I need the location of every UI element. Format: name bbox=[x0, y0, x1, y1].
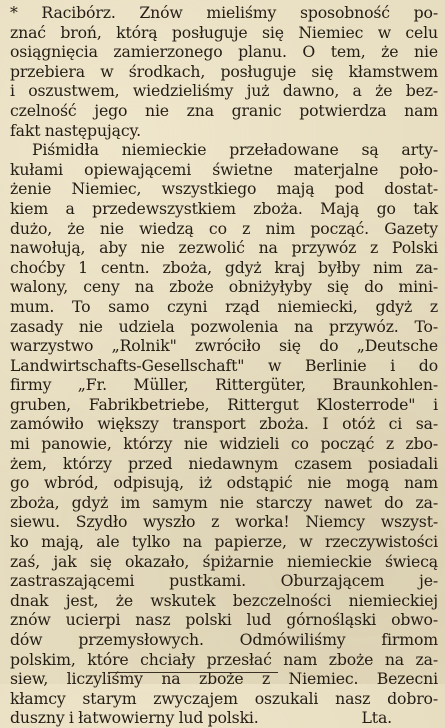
article-line: zasady nie udziela pozwolenia na przywóz. To- bbox=[10, 316, 438, 336]
article-line: go wbród, odpisują, iż odstąpić nie mogą nam bbox=[10, 473, 438, 493]
article-line: czelność jego nie zna granic potwierdza nam bbox=[10, 100, 438, 120]
article-line: Piśmidła niemieckie przeładowane są arty- bbox=[32, 140, 438, 160]
article-line: nawołują, aby nie zezwolić na przywóz z Polski bbox=[10, 238, 438, 258]
article-line: walony, ceny na zboże obniżyłyby się do mini- bbox=[10, 277, 438, 297]
article-line: siew, liczyliśmy na zboże z Niemiec. Bezecni bbox=[10, 669, 438, 689]
article-line: fakt następujący. bbox=[10, 120, 141, 140]
article-line: polskim, które chciały przesłać nam zboże na za- bbox=[10, 649, 438, 669]
article-line: znać broń, którą posługuje się Niemiec w celu bbox=[10, 22, 438, 42]
article-line: kiem a przedewszystkiem zboża. Mają go tak bbox=[10, 198, 438, 218]
article-line: przebiera w środkach, posługuje się kłamstwem bbox=[10, 61, 438, 81]
article-line: i oszustwem, wiedzieliśmy już dawno, a że bez- bbox=[10, 81, 438, 101]
article-line: dużo, że nie wiedzą co z nim począć. Gazety bbox=[10, 218, 438, 238]
article-line: żenie Niemiec, wszystkiego mają pod dostat- bbox=[10, 179, 438, 199]
article-line: ko mają, ale tylko na papierze, w rzeczywistości bbox=[10, 532, 438, 552]
article-line: firmy „Fr. Müller, Rittergüter, Braunkohlen- bbox=[10, 375, 438, 395]
article-line: siewu. Szydło wyszło z worka! Niemcy wszyst- bbox=[10, 512, 438, 532]
article-line: gruben, Fabrikbetriebe, Rittergut Klosterrode" i bbox=[10, 394, 438, 414]
news-article bbox=[10, 3, 438, 728]
author-signature: Lta. bbox=[361, 708, 392, 728]
article-line: zboża, gdyż im samym nie starczy nawet do za- bbox=[10, 492, 438, 512]
article-line: dnak jest, że wskutek bezczelności niemieckiej bbox=[10, 590, 438, 610]
article-line: choćby 1 centn. zboża, gdyż kraj byłby nim za- bbox=[10, 257, 438, 277]
article-line: mum. To samo czyni rząd niemiecki, gdyż z bbox=[10, 296, 438, 316]
separator-rule bbox=[108, 672, 278, 673]
article-final-line bbox=[10, 708, 438, 728]
article-line: warzystwo „Rolnik" zwróciło się do „Deutsche bbox=[10, 336, 438, 356]
article-line: mi panowie, którzy nie widzieli co począć z zbo- bbox=[10, 434, 438, 454]
article-line: znów ucierpi nasz polski lud górnośląski obwo- bbox=[10, 610, 438, 630]
article-line: zaś, jak się okazało, śpiżarnie niemieckie świecą bbox=[10, 551, 438, 571]
article-line: zastraszającemi pustkami. Oburzającem je- bbox=[10, 571, 438, 591]
article-line: osiągnięcia zamierzonego planu. O tem, że nie bbox=[10, 42, 438, 62]
article-line: kułami opiewającemi świetne materjalne poło- bbox=[10, 159, 438, 179]
article-line: żem, którzy przed niedawnym czasem posiadali bbox=[10, 453, 438, 473]
article-line: dów przemysłowych. Odmówiliśmy firmom bbox=[10, 630, 438, 649]
article-line: Landwirtschafts-Gesellschaft" w Berlinie i do bbox=[10, 355, 438, 375]
article-line: * Racibórz. Znów mieliśmy sposobność po- bbox=[10, 3, 438, 22]
article-line: zamówiło większy transport zboża. I otóż ci sa- bbox=[10, 414, 438, 434]
article-line: kłamcy starym zwyczajem oszukali nasz dobro- bbox=[10, 688, 438, 708]
article-line: duszny i łatwowierny lud polski. bbox=[10, 708, 259, 728]
